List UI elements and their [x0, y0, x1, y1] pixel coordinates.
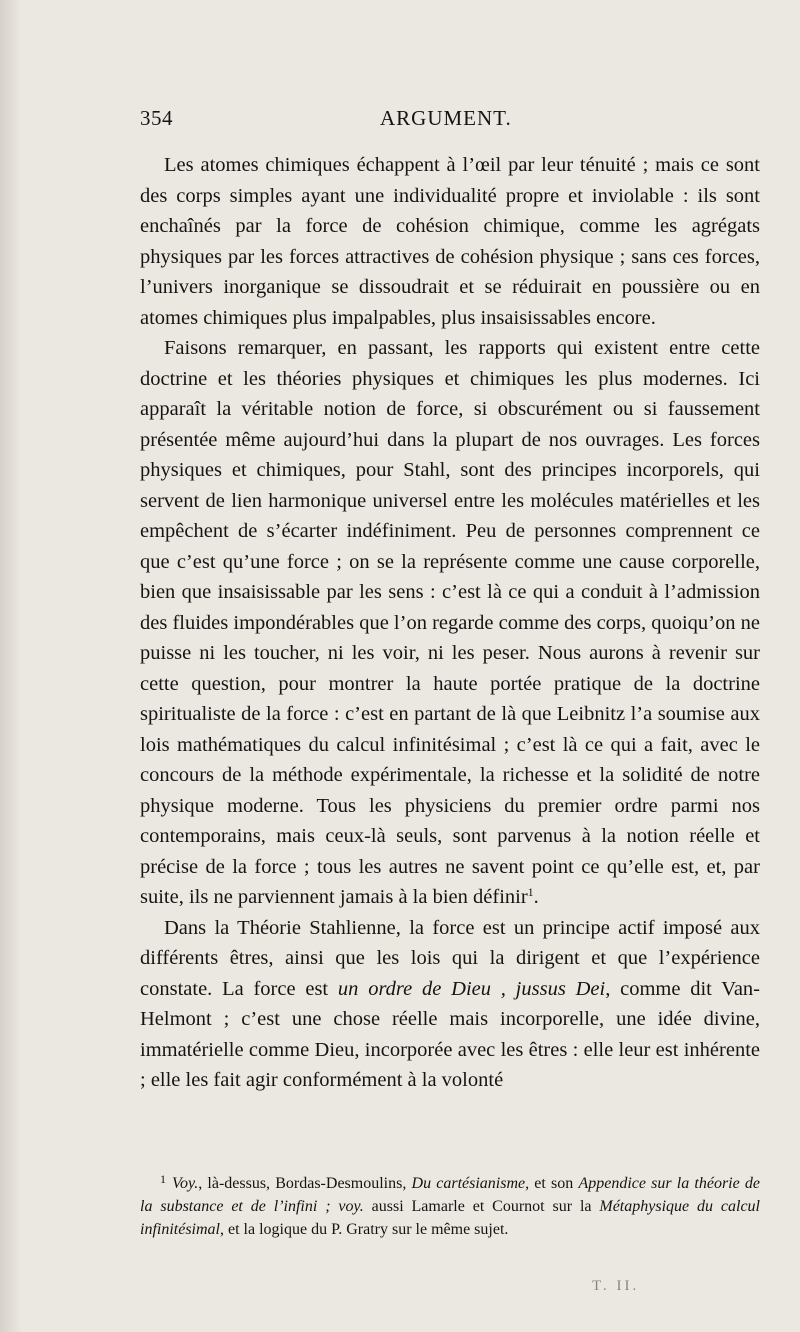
paragraph-2-text: Faisons remarquer, en passant, les rapports qui existent entre cette doctrine et les théories physiques et chimiques les plus modernes. Ici apparaît la véritable notion de force, si obscurément ou si faussement présentée même aujourd’hui dans la plupart de nos ouvrages. Les forces physiques et chimiques, pour Stahl, sont des principes incorporels, qui servent de lien harmonique universel entre les molécules matérielles et les empêchent de s’écarter indéfiniment. Peu de personnes comprennent ce que c’est qu’une force ; on se la représente comme une cause corporelle, bien que insaisissable par les sens : c’est là ce qui a conduit à l’admission des fluides impondérables que l’on regarde comme des corps, quoiqu’on ne puisse ni les toucher, ni les voir, ni les peser. Nous aurons à revenir sur cette question, pour montrer la haute portée pratique de la doctrine spiritualiste de la force : c’est en partant de là que Leibnitz l’a soumise aux lois mathématiques du calcul infinitésimal ; c’est là ce qui a fait, avec le concours de la méthode expérimentale, la richesse et la solidité de notre physique moderne. Tous les physiciens du premier ordre parmi nos contemporains, mais ceux-là seuls, sont parvenus à la notion réelle et précise de la force ; tous les autres ne savent point ce qu’elle est, et, par suite, ils ne parviennent jamais à la bien définir [140, 337, 760, 908]
footnote-text-3: aussi Lamarle et Cournot sur la [363, 1198, 600, 1215]
footnote-text-1: , là-dessus, Bordas-Desmoulins, [198, 1175, 412, 1192]
footnote-title-2: Appendice sur la théorie de la substance et de l’infini ; voy. [140, 1175, 760, 1215]
paragraph-1 [140, 150, 760, 333]
footnote [140, 1172, 760, 1241]
page-number: 354 [140, 106, 173, 130]
footnote-text-4: , et la logique du P. Gratry sur le même sujet. [220, 1221, 509, 1238]
page-header [140, 106, 760, 136]
paragraph-3-after: , comme dit Van-Helmont ; c’est une chose réelle mais incorporelle, une idée divine, immatérielle comme Dieu, incorporée avec les êtres : elle leur est inhérente ; elle les fait agir conformément à la volonté [140, 977, 760, 1091]
paragraph-3 [140, 913, 760, 1096]
footnote-mark: 1 [160, 1172, 166, 1186]
paragraph-1-text: Les atomes chimiques échappent à l’œil par leur ténuité ; mais ce sont des corps simples ayant une individualité propre et inviolable : ils sont enchaînés par la force de cohésion chimique, comme les agrégats physiques par les forces attractives de cohésion physique ; sans ces forces, l’univers inorganique se dissoudrait et se réduirait en poussière ou en atomes chimiques plus impalpables, plus insaisissables encore. [140, 154, 760, 329]
body-text [140, 150, 760, 1096]
latin-phrase: un ordre de Dieu , jussus Dei [337, 977, 606, 1000]
paragraph-3-before: Dans la Théorie Stahlienne, la force est un principe actif imposé aux différents êtres, ainsi que les lois qui la dirigent et que l’expérience constate. La force est [140, 916, 760, 1000]
footnote-voy: Voy. [172, 1175, 199, 1192]
footnote-title-3: Métaphysique du calcul infinitésimal [140, 1198, 760, 1238]
paragraph-2-end: . [533, 886, 539, 908]
signature-mark: T. II. [592, 1278, 640, 1294]
running-title: ARGUMENT. [380, 106, 512, 130]
footnote-reference[interactable]: 1 [527, 885, 534, 899]
footnote-title-1: Du cartésianisme [411, 1175, 526, 1192]
paragraph-2 [140, 333, 760, 913]
footnote-text-2: , et son [525, 1175, 579, 1192]
